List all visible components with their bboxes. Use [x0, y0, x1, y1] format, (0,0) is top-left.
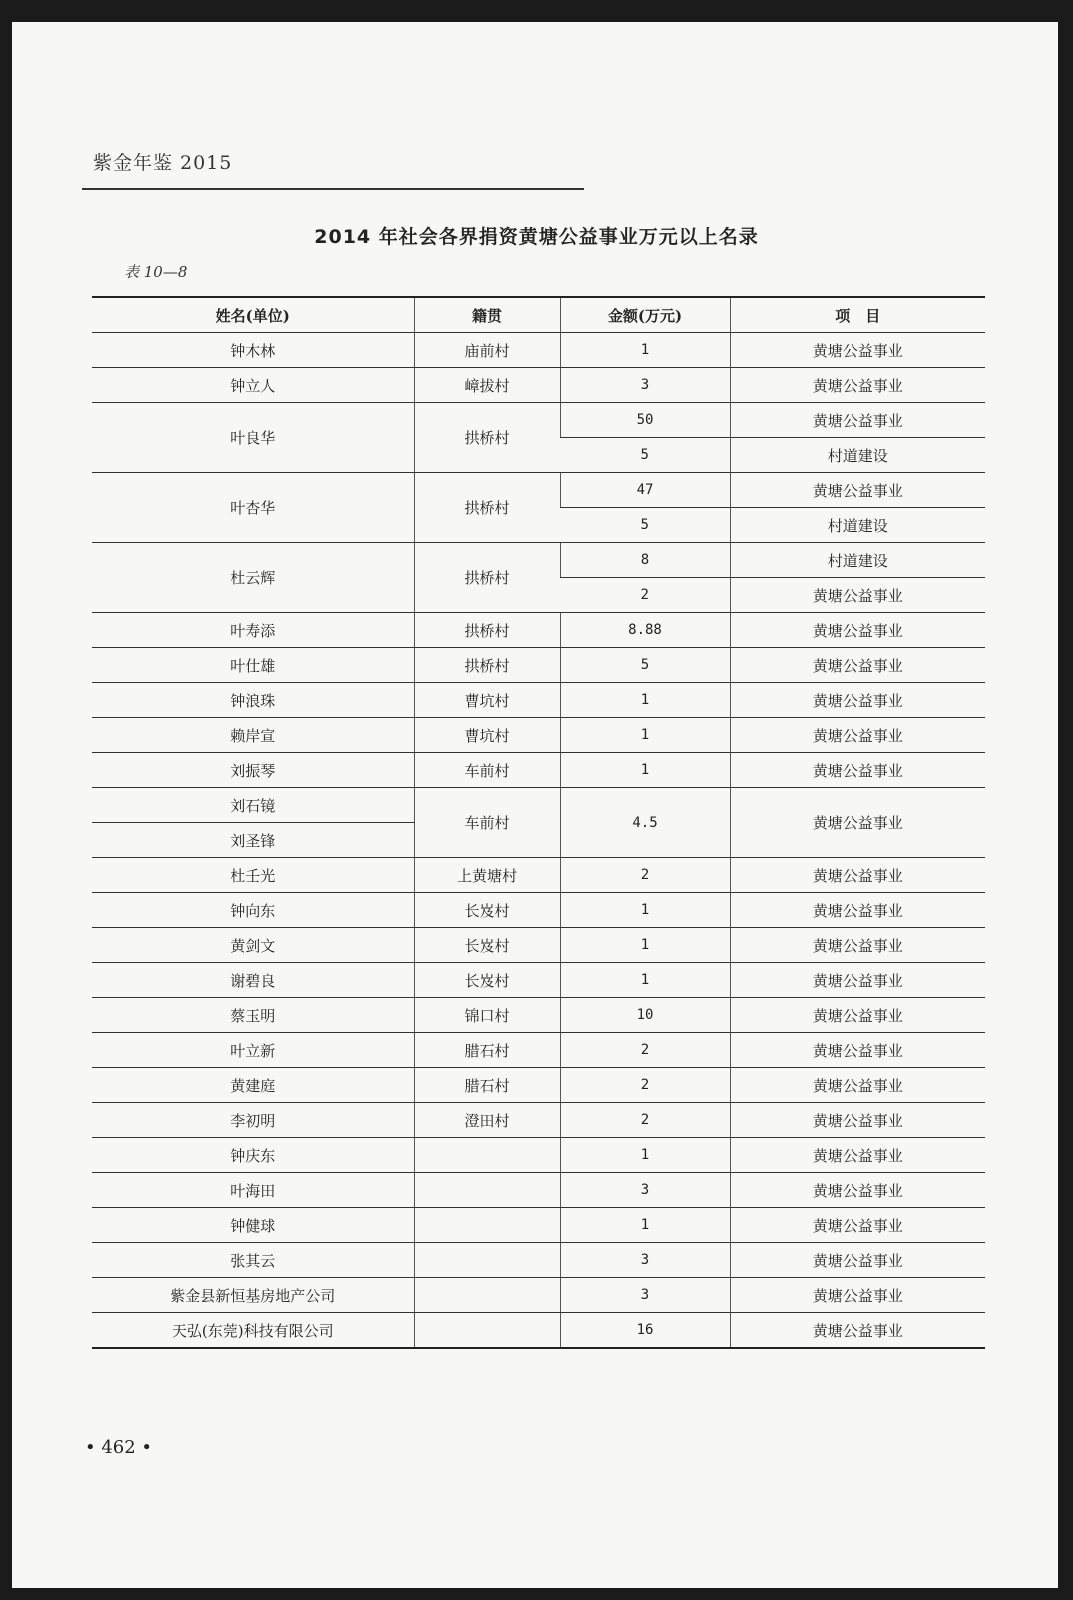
donor-name-cell: 刘圣锋 [92, 823, 414, 858]
table-row [92, 403, 985, 438]
donor-name-cell: 紫金县新恒基房地产公司 [92, 1278, 414, 1313]
column-header-name: 姓名(单位) [92, 297, 414, 333]
header-rule [82, 188, 584, 190]
amount-cell: 2 [560, 1033, 730, 1068]
amount-cell: 10 [560, 998, 730, 1033]
donor-name-cell: 黄建庭 [92, 1068, 414, 1103]
donor-name-cell: 张其云 [92, 1243, 414, 1278]
project-cell: 黄塘公益事业 [730, 683, 985, 718]
project-cell: 黄塘公益事业 [730, 858, 985, 893]
donor-name-cell: 蔡玉明 [92, 998, 414, 1033]
project-cell: 黄塘公益事业 [730, 473, 985, 508]
table-row [92, 1313, 985, 1349]
project-cell: 黄塘公益事业 [730, 368, 985, 403]
project-cell: 黄塘公益事业 [730, 1313, 985, 1349]
project-cell: 黄塘公益事业 [730, 1103, 985, 1138]
amount-cell: 2 [560, 578, 730, 613]
origin-cell: 曹坑村 [414, 683, 560, 718]
origin-cell [414, 1173, 560, 1208]
origin-cell: 拱桥村 [414, 648, 560, 683]
project-cell: 黄塘公益事业 [730, 963, 985, 998]
project-cell: 黄塘公益事业 [730, 998, 985, 1033]
amount-cell: 1 [560, 1138, 730, 1173]
origin-cell: 拱桥村 [414, 473, 560, 543]
table-row [92, 893, 985, 928]
donor-name-cell: 谢碧良 [92, 963, 414, 998]
table-row [92, 998, 985, 1033]
project-cell: 黄塘公益事业 [730, 928, 985, 963]
amount-cell: 16 [560, 1313, 730, 1349]
amount-cell: 5 [560, 438, 730, 473]
project-cell: 村道建设 [730, 438, 985, 473]
donor-name-cell: 刘石镜 [92, 788, 414, 823]
project-cell: 黄塘公益事业 [730, 718, 985, 753]
origin-cell: 腊石村 [414, 1068, 560, 1103]
donor-name-cell: 天弘(东莞)科技有限公司 [92, 1313, 414, 1349]
origin-cell [414, 1278, 560, 1313]
origin-cell: 澄田村 [414, 1103, 560, 1138]
project-cell: 黄塘公益事业 [730, 648, 985, 683]
project-cell: 黄塘公益事业 [730, 1068, 985, 1103]
origin-cell: 长岌村 [414, 893, 560, 928]
table-row [92, 1243, 985, 1278]
amount-cell: 1 [560, 753, 730, 788]
origin-cell: 拱桥村 [414, 403, 560, 473]
table-header-row [92, 297, 985, 333]
table-row [92, 613, 985, 648]
amount-cell: 2 [560, 1068, 730, 1103]
donor-name-cell: 叶海田 [92, 1173, 414, 1208]
project-cell: 黄塘公益事业 [730, 403, 985, 438]
amount-cell: 3 [560, 368, 730, 403]
table-row [92, 333, 985, 368]
table-row [92, 1173, 985, 1208]
project-cell: 黄塘公益事业 [730, 1278, 985, 1313]
amount-cell: 1 [560, 893, 730, 928]
amount-cell: 5 [560, 508, 730, 543]
donor-name-cell: 钟向东 [92, 893, 414, 928]
table-row [92, 683, 985, 718]
amount-cell: 4.5 [560, 788, 730, 858]
project-cell: 村道建设 [730, 508, 985, 543]
table-row [92, 1068, 985, 1103]
donor-name-cell: 刘振琴 [92, 753, 414, 788]
amount-cell: 3 [560, 1243, 730, 1278]
table-title: 2014 年社会各界捐资黄塘公益事业万元以上名录 [314, 226, 759, 248]
origin-cell [414, 1208, 560, 1243]
table-row [92, 1278, 985, 1313]
donor-name-cell: 赖岸宣 [92, 718, 414, 753]
table-row [92, 368, 985, 403]
project-cell: 黄塘公益事业 [730, 1208, 985, 1243]
origin-cell: 拱桥村 [414, 613, 560, 648]
project-cell: 黄塘公益事业 [730, 788, 985, 858]
project-cell: 黄塘公益事业 [730, 1243, 985, 1278]
donor-name-cell: 叶寿添 [92, 613, 414, 648]
project-cell: 黄塘公益事业 [730, 1173, 985, 1208]
project-cell: 黄塘公益事业 [730, 333, 985, 368]
origin-cell [414, 1313, 560, 1349]
donor-name-cell: 杜壬光 [92, 858, 414, 893]
table-row [92, 1103, 985, 1138]
donor-table [92, 296, 985, 1349]
column-header-amount: 金额(万元) [560, 297, 730, 333]
amount-cell: 1 [560, 333, 730, 368]
project-cell: 黄塘公益事业 [730, 578, 985, 613]
amount-cell: 1 [560, 1208, 730, 1243]
project-cell: 黄塘公益事业 [730, 1033, 985, 1068]
origin-cell: 腊石村 [414, 1033, 560, 1068]
amount-cell: 1 [560, 718, 730, 753]
page-number: • 462 • [85, 1437, 153, 1458]
table-row [92, 788, 985, 823]
donor-name-cell: 叶仕雄 [92, 648, 414, 683]
donor-name-cell: 叶立新 [92, 1033, 414, 1068]
origin-cell: 庙前村 [414, 333, 560, 368]
amount-cell: 1 [560, 963, 730, 998]
table-row [92, 473, 985, 508]
project-cell: 村道建设 [730, 543, 985, 578]
amount-cell: 3 [560, 1278, 730, 1313]
origin-cell: 拱桥村 [414, 543, 560, 613]
origin-cell: 上黄塘村 [414, 858, 560, 893]
table-row [92, 1208, 985, 1243]
amount-cell: 8 [560, 543, 730, 578]
running-head: 紫金年鉴 2015 [93, 152, 233, 174]
table-number: 表 10—8 [124, 263, 188, 281]
project-cell: 黄塘公益事业 [730, 613, 985, 648]
table-row [92, 648, 985, 683]
amount-cell: 1 [560, 683, 730, 718]
origin-cell [414, 1243, 560, 1278]
origin-cell [414, 1138, 560, 1173]
table-body [92, 333, 985, 1349]
origin-cell: 曹坑村 [414, 718, 560, 753]
donor-name-cell: 叶良华 [92, 403, 414, 473]
amount-cell: 5 [560, 648, 730, 683]
table-row [92, 928, 985, 963]
amount-cell: 50 [560, 403, 730, 438]
project-cell: 黄塘公益事业 [730, 753, 985, 788]
origin-cell: 嶂拔村 [414, 368, 560, 403]
amount-cell: 1 [560, 928, 730, 963]
donor-name-cell: 钟立人 [92, 368, 414, 403]
table-row [92, 1033, 985, 1068]
amount-cell: 47 [560, 473, 730, 508]
donor-name-cell: 叶杏华 [92, 473, 414, 543]
donor-name-cell: 钟木林 [92, 333, 414, 368]
table-row [92, 963, 985, 998]
amount-cell: 8.88 [560, 613, 730, 648]
amount-cell: 2 [560, 1103, 730, 1138]
donor-name-cell: 钟庆东 [92, 1138, 414, 1173]
column-header-project: 项 目 [730, 297, 985, 333]
origin-cell: 车前村 [414, 788, 560, 858]
donor-name-cell: 钟健球 [92, 1208, 414, 1243]
amount-cell: 2 [560, 858, 730, 893]
donor-name-cell: 钟浪珠 [92, 683, 414, 718]
table-row [92, 718, 985, 753]
amount-cell: 3 [560, 1173, 730, 1208]
donor-name-cell: 李初明 [92, 1103, 414, 1138]
project-cell: 黄塘公益事业 [730, 1138, 985, 1173]
table-row [92, 1138, 985, 1173]
table-row [92, 753, 985, 788]
donor-name-cell: 黄剑文 [92, 928, 414, 963]
project-cell: 黄塘公益事业 [730, 893, 985, 928]
origin-cell: 车前村 [414, 753, 560, 788]
column-header-origin: 籍贯 [414, 297, 560, 333]
origin-cell: 长岌村 [414, 928, 560, 963]
donor-name-cell: 杜云辉 [92, 543, 414, 613]
table-row [92, 858, 985, 893]
origin-cell: 长岌村 [414, 963, 560, 998]
origin-cell: 锦口村 [414, 998, 560, 1033]
table-row [92, 543, 985, 578]
